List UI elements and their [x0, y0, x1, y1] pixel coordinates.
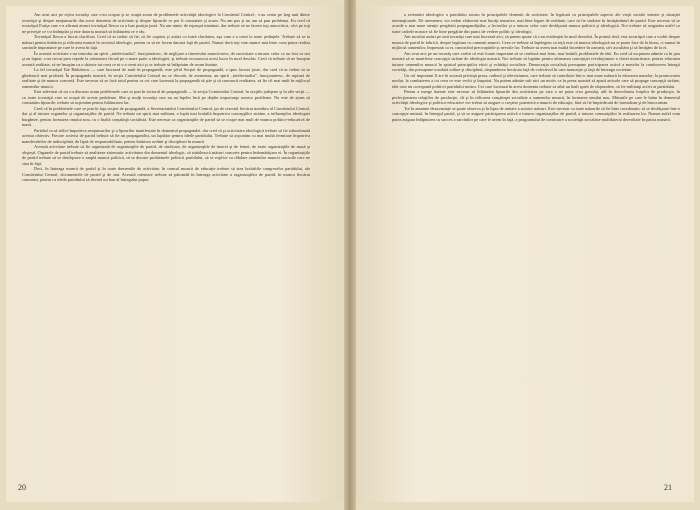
paragraph: Cred că în problemele care se pun în faţa secţiei de propagandă, a Secretariatului Comitetului Central, ţin de resortul fiecărui membru al Comitetului Central, dar şi al tuturor organelor şi organizaţiilor de partid. Ne trebuie un spirit mai militant, o luptă mai hotărîtă împotriva concepţiilor străine, a influenţelor ideologiei burgheze, pentru formarea omului nou, cu o înaltă conştiinţă socialistă. Este necesar ca organizaţiile de partid să se ocupe mai mult de munca politico-educativă de masă. — [22, 105, 310, 127]
book-gutter — [344, 0, 356, 510]
paragraph: Deci, în întreaga muncă de partid şi în toate domeniile de activitate, în centrul muncii de educaţie trebuie să stea hotărîrile congreselor partidului, ale Comitetului Central, documentele de partid şi de stat. Această orientare trebuie să pătrundă în întreaga activitate a organizaţiilor de partid, în munca fiecărui comunist, pentru ca ideile partidului să devină un bun al întregului popor. — [22, 166, 310, 182]
right-page — [356, 6, 694, 502]
page-number: 20 — [18, 483, 26, 492]
paragraph: Această activitate trebuie să fie organizată de organizaţiile de partid, de sindicate, de organizaţiile de tineret şi de femei, de toate organizaţiile de masă şi obşteşti. Organele de partid trebuie să analizeze sistematic activitatea din domeniul ideologic, să stabilească măsuri concrete pentru îmbunătăţirea ei. În organizaţiile de partid trebuie să se desfăşoare o amplă muncă politică, să se discute problemele politicii partidului, să se explice cu răbdare oamenilor muncii sarcinile care ne stau în faţă. — [22, 144, 310, 166]
right-page-text — [392, 12, 680, 122]
left-page-text — [22, 12, 310, 183]
paragraph: Am ascultat astăzi pe unii tovarăşi care mai lucrează aici, să putem spune că s-au evidenţiat în mod deosebit. În primul rînd, este tovarăşul care a vorbit despre munca de partid în fabrică, despre legătura cu oamenii muncii. Ceea ce trebuie să înţelegem cu toţii este că munca ideologică nu se poate face de la birou, ci numai în mijlocul oamenilor, împreună cu ei, cunoscînd preocupările şi nevoile lor. Trebuie să avem mai multă încredere în oameni, să-i ascultăm şi să învăţăm de la ei. — [392, 34, 680, 50]
paragraph: Un rol important îl are în această privinţă presa, radioul şi televiziunea, care trebuie să contribuie într-o mai mare măsură la educarea maselor, la promovarea noului, la combaterea a tot ceea ce este vechi şi înapoiat. Nu putem admite sub nici un motiv ca în presa noastră să apară articole care să propage concepţii străine, idei care nu corespund politicii partidului nostru. Cei care lucrează în acest domeniu trebuie să aibă un înalt spirit de răspundere, să fie militanţi activi ai partidului. — [392, 72, 680, 89]
paragraph: Partidul ca să ridice împotriva neajunsurilor şi a lipsurilor manifestate în domeniul propagandei, dar cred că şi activitatea ideologică trebuie să fie subordonată acestui obiectiv. Fiecare activist de partid trebuie să fie un propagandist, un luptător pentru ideile partidului. Trebuie să acţionăm cu mai multă fermitate împotriva manifestărilor de indisciplină, de lipsă de responsabilitate, pentru întărirea ordinii şi disciplinei în muncă. — [22, 127, 310, 144]
paragraph: La fel tovarăşul Ilie Rădulescu — care lucrează de mult în propagandă, este şeful Secţiei de propagandă, a spus lucruri juste, dar cred că ar trebui să se gîndească mai profund. În propaganda noastră, în secţia Comitetului Central nu se discută, de asemenea, un spirit ,,intelectualist'', funcţionăresc, de ruptură de realitate şi de munca concretă. Este necesar să se facă totul pentru ca cei care lucrează la propagandă să ştie şi să cunoască realitatea, să fie cît mai mult în mijlocul oamenilor muncii. — [22, 67, 310, 89]
paragraph: Am avut aici pe ciţiva tovarăşi care s-au ocupat şi se ocupă acum de problemele activităţii ideologice la Comitetul Central ; s-au certat pe larg unii dintre tovarăşii şi despre neajunsurile din acest domeniu de activitate şi despre lipsurile ce pot fi constatate şi acum. Nu am pus şi nu am să pun problema. Eu cred că tovarăşul Foriţa care s-a afirmat atunci tovarăşul Ilescu ca a luat poziţia justă. Nu am nimic de reproşat nimănui, dar trebuie să ne facem toţi autocritica, căci pe toţi ne priveşte ce s-a întîmplat şi este datoria noastră să înlăturăm ce e rău. — [22, 12, 310, 34]
page-number: 21 — [664, 483, 672, 492]
paragraph: Am avut aici pe un tovarăş care vorbit că este foarte important să se conducă mai ferm, mai hotărît, problemele de idei. Eu cred că nu putem admite ca în ţara noastră să se manifeste concepţii străine de ideologia noastră. Noi trebuie să luptăm pentru afirmarea concepţiei revoluţionare a clasei muncitoare, pentru educarea tuturor oamenilor muncii în spiritul principiilor eticii şi echităţii socialiste. Democraţia socialistă presupune participarea activă a maselor la conducerea întregii societăţi, dar presupune totodată ordine şi disciplină, răspunderea fiecăruia faţă de colectivul în care munceşte şi faţă de întreaga societate. — [392, 50, 680, 72]
paragraph: Tovarăşul Ilescu a lucrat clarificat. Cred că ar trebui să fie, să fie cuprins şi astăzi cu toată claritatea, aşa cum s-a cerut la toate şedinţele. Trebuie să se ia măsuri pentru întărirea şi ridicarea muncii în sectorul ideologic, pentru ca să ne facem datoria faţă de partid. Numai dacă toţi vom munci mai bine, vom putea realiza sarcinile importante pe care le avem în faţă. — [22, 34, 310, 50]
left-page — [6, 6, 344, 502]
paragraph: Tot în anumite dezavantaje se poate observa şi în lipsa de unitate a acestor măsuri. Este necesar ca toate măsurile să fie bine coordonate, să se desfăşoare într-o concepţie unitară, în întregul partid, şi să se asigure participarea activă a tuturor organizaţiilor de partid, a tuturor comuniştilor la realizarea lor. Numai astfel vom putea asigura înfăptuirea cu succes a sarcinilor pe care le avem în faţă, a programului de construire a societăţii socialiste multilateral dezvoltate în patria noastră. — [392, 105, 680, 122]
paragraph: În această activitate s-au introdus un spirit ,,intelectualist'', funcţionăresc, de neglijare a tineretului muncitoresc, de necesitate a tuturor celor ce au fost cu noi şi au luptat; s-au trecut prea repede la orientarea făcută pe o mare parte a ideologiei, şi trebuie recunoscut acest lucru în mod deschis. Cred că trebuie să ne însuşim această realitate, să ne însuşim ca o datorie tot ceea ce ni s-a cerut aici şi ce trebuie să înfăptuim de acum înainte. — [22, 50, 310, 67]
paragraph: Este adevărat că nu s-a discutat acum problemele care se pun în sectorul de propagandă — la secţia Comitetului Central, în secţiile judeţene şi în alte secţii — cu toate tovarăşii care se ocupă de aceste probleme. Sînt şi mulţi tovarăşi care nu au înţeles încă pe deplin importanţa acestor probleme. Nu este de ajuns să constatăm lipsurile; trebuie să acţionăm pentru înlăturarea lor. — [22, 89, 310, 105]
paragraph: a orientării ideologice a partidului nostru în principalele domenii de activitate, în legătură cu principalele aspecte ale vieţii sociale interne şi situaţiei internaţionale. De asemenea, vor trebui elaborate mai bucăţi tematice, mai bine legate de realitate, care să fie studiate în învăţămîntul de partid. Este necesar să se acorde o mai mare atenţie pregătirii propagandiştilor, a lectorilor şi a tuturor celor care desfăşoară munca politică şi ideologică. Noi trebuie să asigurăm astfel ca toate cadrele noastre să fie bine pregătite din punct de vedere politic şi ideologic. — [392, 12, 680, 34]
paragraph: Pentru a merge înainte este necesar să înlăturăm lipsurile din activitatea pe care o ne pune crea greutăţi, atît în dezvoltarea forţelor de producţie, în perfecţionarea relaţiilor de producţie, cît şi în ridicarea conştiinţei socialiste a oamenilor muncii, în formarea omului nou. Măsurile pe care le luăm în domeniul activităţii ideologice şi politico-educative vor trebui să asigure o creştere puternică a muncii de educaţie, fără să fie împiedicată de formalism şi de birocratism. — [392, 89, 680, 105]
